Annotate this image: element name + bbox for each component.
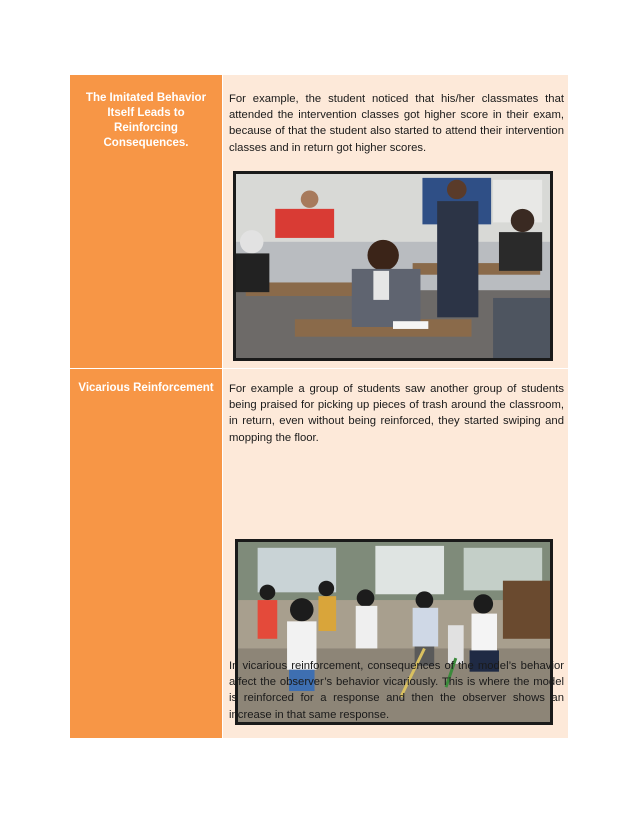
- table-row: [70, 75, 568, 368]
- row-label: The Imitated Behavior Itself Leads to Reinforcing Consequences.: [85, 92, 207, 149]
- row-label-cell: [70, 369, 222, 738]
- row-explanation: In vicarious reinforcement, consequences of the model’s behavior affect the observer’s behavior vicariously. This is where the model is reinforced for a response and then the observer shows an increase in that same response.: [229, 660, 564, 721]
- classroom-exam-photo: [233, 171, 553, 361]
- table-row: [70, 369, 568, 738]
- row-content-cell: [223, 75, 568, 368]
- row-label-cell: [70, 75, 222, 368]
- row-description: For example, the student noticed that his/her classmates that attended the intervention classes got higher score in their exam, because of that the student also started to attend their intervention classes and in return got higher scores.: [229, 93, 564, 154]
- row-content-cell: [223, 369, 568, 738]
- row-label: Vicarious Reinforcement: [78, 382, 214, 394]
- content-table: [70, 75, 568, 738]
- row-description: For example a group of students saw another group of students being praised for picking up pieces of trash around the classroom, in return, even without being reinforced, they started swiping and mopping the floor.: [229, 383, 564, 444]
